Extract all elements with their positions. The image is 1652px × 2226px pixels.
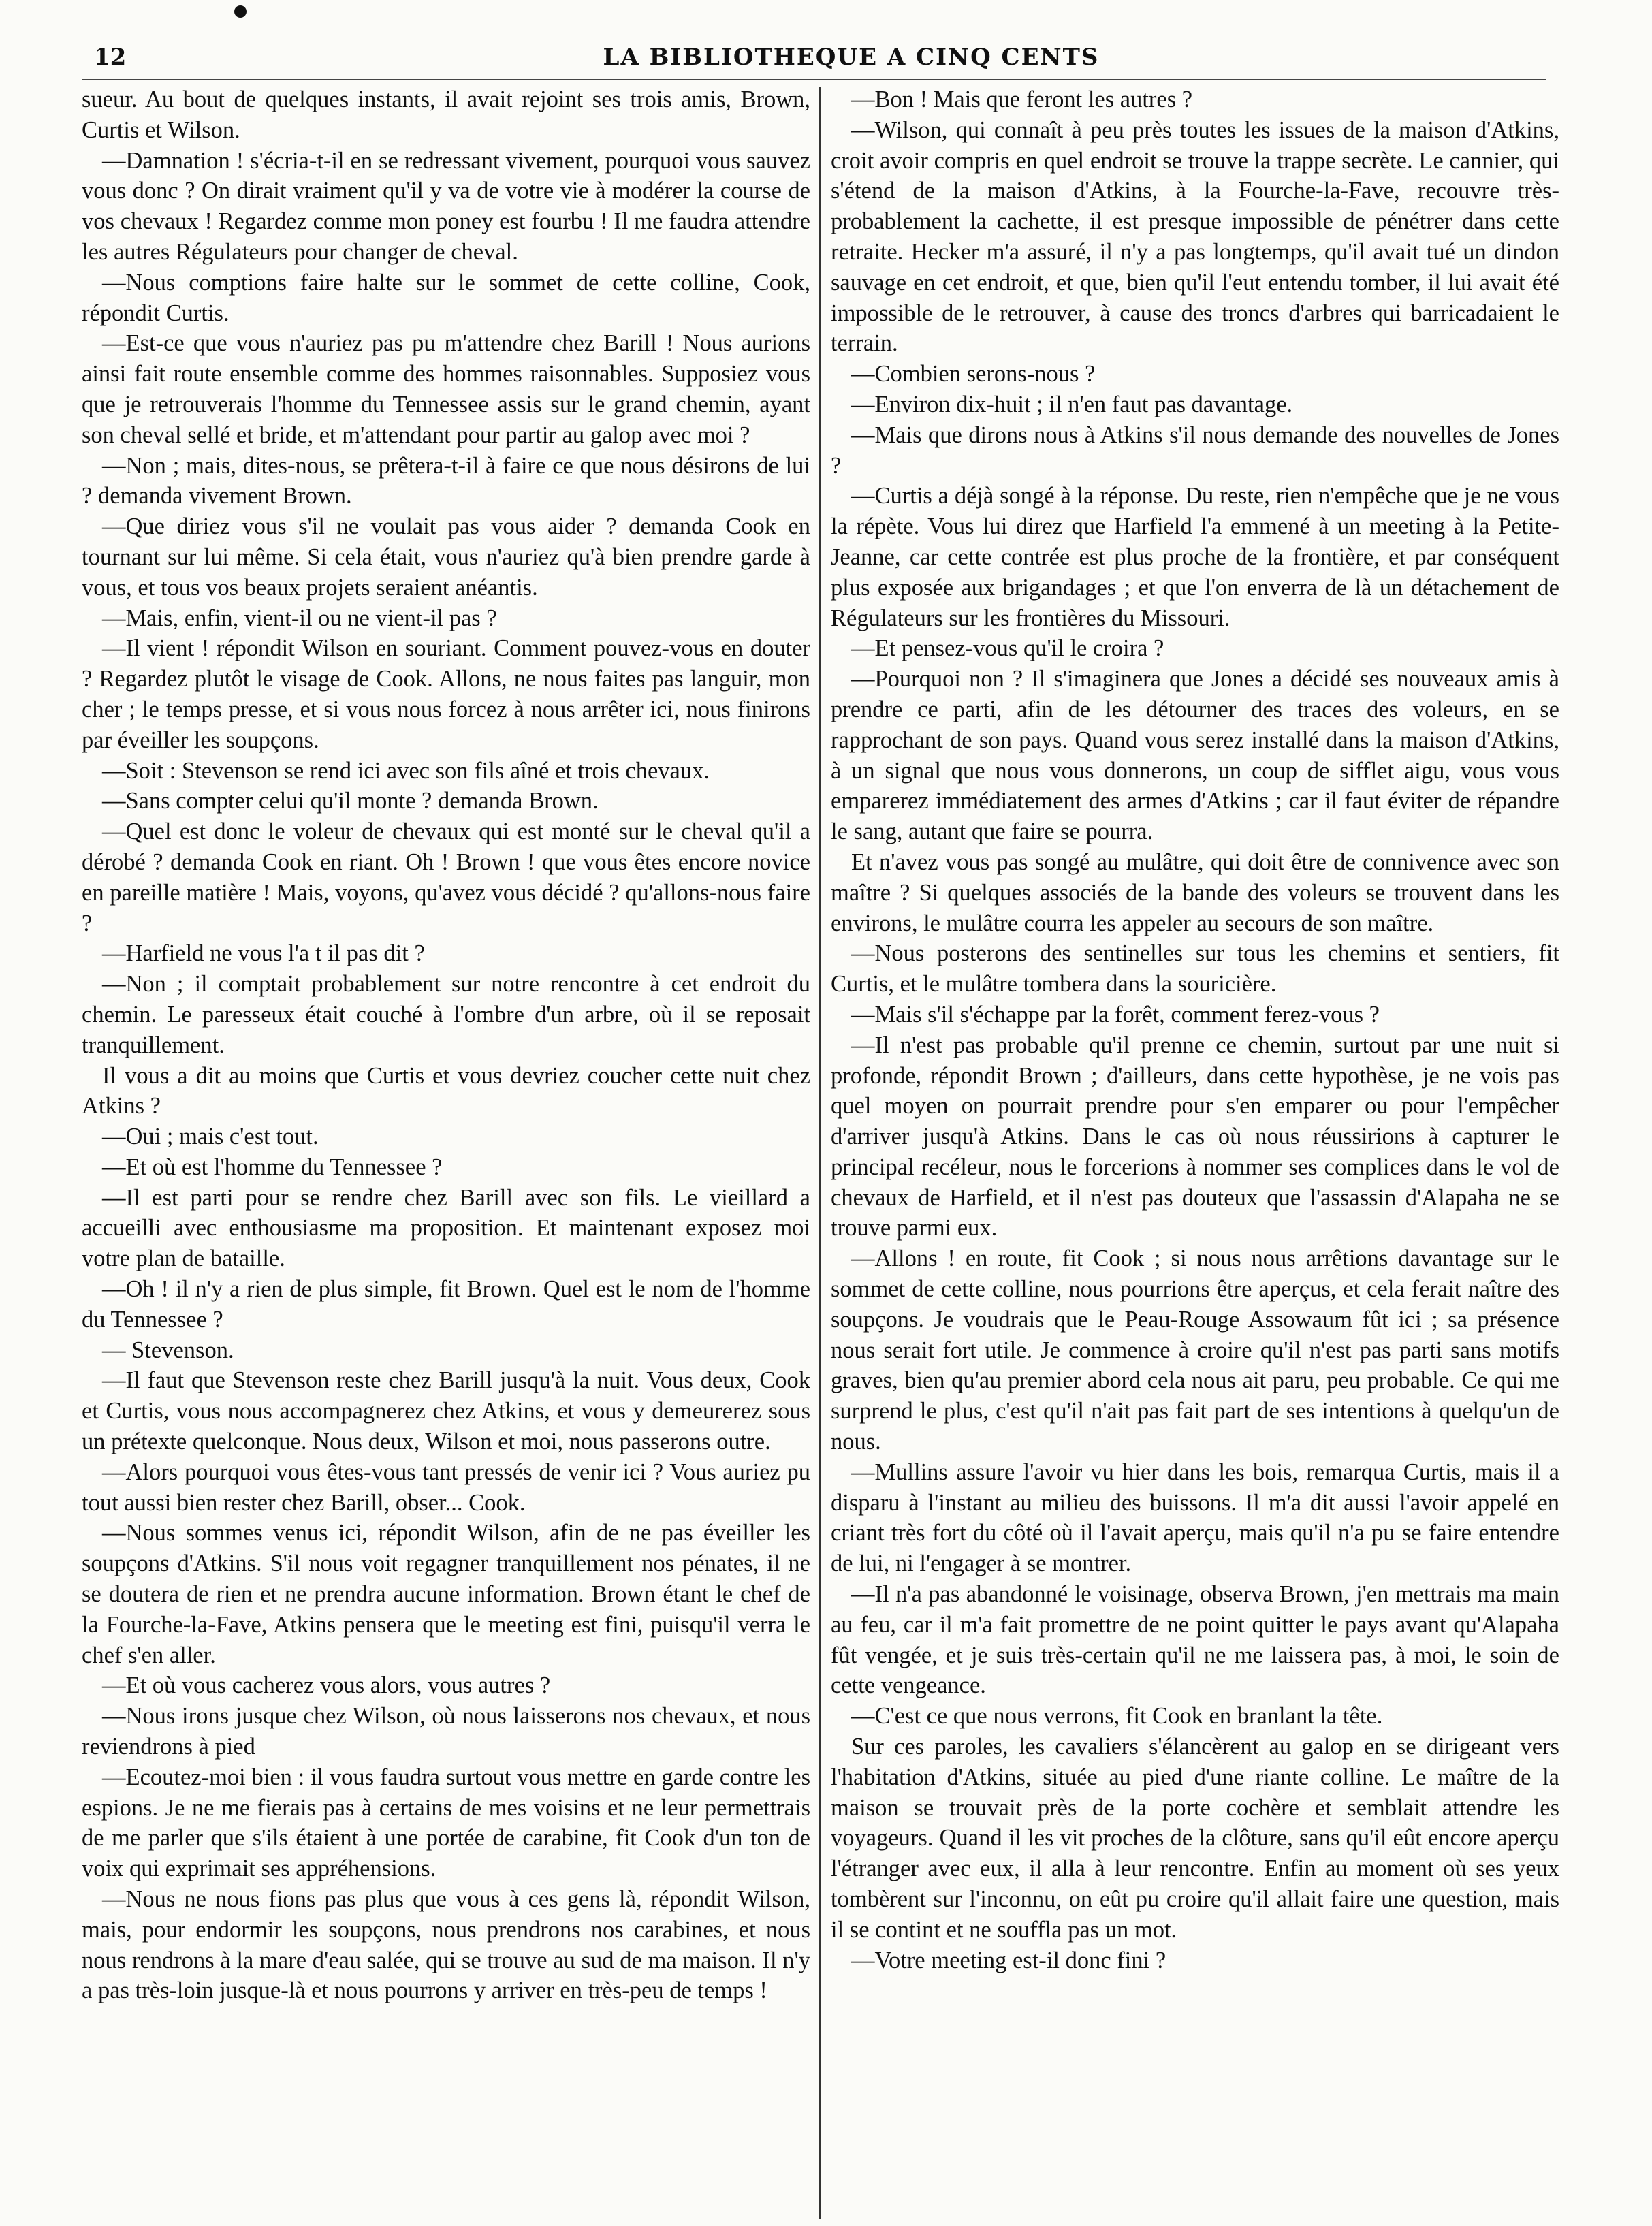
paragraph: —Nous ne nous fions pas plus que vous à ces gens là, répondit Wilson, mais, pour endormir les soupçons, nous prendrons nos carabines, et nous nous rendrons à la mare d'eau salée, qui se trouve au sud de ma maison. Il n'y a pas très-loin jusque-là et nous pourrons y arriver en très-peu de temps !: [82, 1886, 810, 2004]
paragraph: —Nous sommes venus ici, répondit Wilson, afin de ne pas éveiller les soupçons d'Atkins. S'il nous voit regagner tranquillement nos pénates, il ne se doutera de rien et ne prendra aucune information. Brown étant le chef de la Fourche-la-Fave, Atkins pensera que le meeting est fini, puisqu'il verra le chef s'en aller.: [82, 1520, 810, 1668]
paragraph: sueur. Au bout de quelques instants, il avait rejoint ses trois amis, Brown, Curtis et Wilson.: [82, 86, 810, 143]
paragraph: —Non ; mais, dites-nous, se prêtera-t-il à faire ce que nous désirons de lui ? demanda vivement Brown.: [82, 452, 810, 509]
paragraph: — Stevenson.: [102, 1337, 234, 1363]
paragraph: —Mais s'il s'échappe par la forêt, comment ferez-vous ?: [851, 1001, 1380, 1028]
paragraph: —Il n'est pas probable qu'il prenne ce chemin, surtout par une nuit si profonde, répondit Brown ; d'ailleurs, dans cette hypothèse, je ne vois pas quel moyen on pourrait prendre pour s'en emparer ou pour l'empêcher d'arriver jusqu'à Atkins. Dans le cas où nous réussirions à capturer le principal recéleur, nous le forcerions à nommer ses complices dans le vol de chevaux de Harfield, et il n'est pas douteux que l'assassin d'Alapaha ne se trouve parmi eux.: [831, 1032, 1559, 1241]
header-rule: [82, 79, 1546, 80]
paragraph: —Pourquoi non ? Il s'imaginera que Jones a décidé ses nouveaux amis à prendre ce parti, afin de les détourner des traces des voleurs, en se rapprochant de son pays. Quand vous serez installé dans la maison d'Atkins, à un signal que nous vous donnerons, un coup de sifflet aigu, vous vous emparerez immédiatement des armes d'Atkins ; car il faut éviter de répandre le sang, autant que faire se pourra.: [831, 666, 1559, 845]
paragraph: —Que diriez vous s'il ne voulait pas vous aider ? demanda Cook en tournant sur lui même. Si cela était, vous n'auriez qu'à bien prendre garde à vous, et tous vos beaux projets seraient anéantis.: [82, 513, 810, 601]
paragraph: —Sans compter celui qu'il monte ? demanda Brown.: [102, 788, 599, 814]
paragraph: —Votre meeting est-il donc fini ?: [851, 1947, 1166, 1973]
left-column: [82, 84, 810, 2006]
paragraph: —Nous posterons des sentinelles sur tous les chemins et sentiers, fit Curtis, et le mulâtre tombera dans la souricière.: [831, 940, 1559, 998]
paragraph: —Allons ! en route, fit Cook ; si nous nous arrêtions davantage sur le sommet de cette colline, nous pourrions être aperçus, et cela ferait naître des soupçons. Je voudrais que le Peau-Rouge Assowaum fût ici ; sa présence nous serait fort utile. Je commence à croire qu'il n'est pas parti sans motifs graves, bien qu'au premier abord cela nous ait paru, peu probable. Ce qui me surprend le plus, c'est qu'il n'ait pas fait part de ses intentions à quelqu'un de nous.: [831, 1245, 1559, 1455]
running-title: LA BIBLIOTHEQUE A CINQ CENTS: [603, 44, 1100, 71]
paragraph: —Oh ! il n'y a rien de plus simple, fit Brown. Quel est le nom de l'homme du Tennessee ?: [82, 1276, 810, 1333]
paragraph: —Oui ; mais c'est tout.: [102, 1124, 319, 1150]
paragraph: Sur ces paroles, les cavaliers s'élancèrent au galop en se dirigeant vers l'habitation d'Atkins, située au pied d'une riante colline. Le maître de la maison se trouvait près de la porte cochère et semblait attendre les voyageurs. Quand il les vit proches de la clôture, sans qu'il eût encore aperçu l'étranger avec eux, il alla à leur rencontre. Enfin au moment où ses yeux tombèrent sur l'inconnu, on eût pu croire qu'il allait faire une question, mais il se contint et ne souffla pas un mot.: [831, 1734, 1559, 1943]
paragraph: Il vous a dit au moins que Curtis et vous devriez coucher cette nuit chez Atkins ?: [82, 1062, 810, 1119]
paragraph: —Environ dix-huit ; il n'en faut pas davantage.: [851, 391, 1293, 417]
paragraph: —Et où vous cacherez vous alors, vous autres ?: [102, 1672, 551, 1699]
paragraph: —Il n'a pas abandonné le voisinage, observa Brown, j'en mettrais ma main au feu, car il m'a fait promettre de ne point quitter le pays avant qu'Alapaha fût vengée, et je suis très-certain qu'il ne me laissera pas, à moi, le soin de cette vengeance.: [831, 1581, 1559, 1699]
paragraph: —Non ; il comptait probablement sur notre rencontre à cet endroit du chemin. Le paresseux était couché à l'ombre d'un arbre, où il se reposait tranquillement.: [82, 971, 810, 1058]
paragraph: —Curtis a déjà songé à la réponse. Du reste, rien n'empêche que je ne vous la répète. Vous lui direz que Harfield l'a emmené à un meeting à la Petite-Jeanne, car cette contrée est plus proche de la frontière, et par conséquent plus exposée aux brigandages ; et que l'on enverra de là un détachement de Régulateurs sur les frontières du Missouri.: [831, 483, 1559, 631]
paragraph: —Damnation ! s'écria-t-il en se redressant vivement, pourquoi vous sauvez vous donc ? On dirait vraiment qu'il y va de votre vie à modérer la course de vos chevaux ! Regardez comme mon poney est fourbu ! Il me faudra attendre les autres Régulateurs pour changer de cheval.: [82, 147, 810, 265]
paragraph: —Mullins assure l'avoir vu hier dans les bois, remarqua Curtis, mais il a disparu à l'instant au milieu des buissons. Il m'a dit aussi l'avoir appelé en criant très fort du côté où il l'avait aperçu, mais qu'il n'a pu se faire entendre de lui, ni l'engager à se montrer.: [831, 1459, 1559, 1577]
paragraph: —Nous irons jusque chez Wilson, où nous laisserons nos chevaux, et nous reviendrons à pied: [82, 1703, 810, 1760]
right-column: [831, 84, 1559, 1975]
paragraph: —Et où est l'homme du Tennessee ?: [102, 1154, 443, 1180]
paragraph: —Combien serons-nous ?: [851, 361, 1096, 387]
ink-dot: [234, 5, 247, 18]
paragraph: —Il est parti pour se rendre chez Barill avec son fils. Le vieillard a accueilli avec enthousiasme ma proposition. Et maintenant exposez moi votre plan de bataille.: [82, 1184, 810, 1272]
paragraph: —Il faut que Stevenson reste chez Barill jusqu'à la nuit. Vous deux, Cook et Curtis, vous nous accompagnerez chez Atkins, et vous y demeurerez sous un prétexte quelconque. Nous deux, Wilson et moi, nous passerons outre.: [82, 1367, 810, 1455]
column-divider: [819, 87, 821, 2219]
paragraph: —Harfield ne vous l'a t il pas dit ?: [102, 940, 425, 967]
paragraph: —Est-ce que vous n'auriez pas pu m'attendre chez Barill ! Nous aurions ainsi fait route ensemble comme des hommes raisonnables. Supposiez vous que je retrouverais l'homme du Tennessee assis sur le grand chemin, ayant son cheval sellé et bride, et m'attendant pour partir au galop avec moi ?: [82, 330, 810, 448]
paragraph: —C'est ce que nous verrons, fit Cook en branlant la tête.: [851, 1703, 1383, 1730]
paragraph: —Mais que dirons nous à Atkins s'il nous demande des nouvelles de Jones ?: [831, 422, 1559, 479]
paragraph: —Ecoutez-moi bien : il vous faudra surtout vous mettre en garde contre les espions. Je ne me fierais pas à certains de mes voisins et ne leur permettrais de me parler que s'ils étaient à une portée de carabine, fit Cook d'un ton de voix qui exprimait ses appréhensions.: [82, 1764, 810, 1882]
paragraph: —Et pensez-vous qu'il le croira ?: [851, 635, 1164, 662]
paragraph: —Quel est donc le voleur de chevaux qui est monté sur le cheval qu'il a dérobé ? demanda Cook en riant. Oh ! Brown ! que vous êtes encore novice en pareille matière ! Mais, voyons, qu'avez vous décidé ? qu'allons-nous faire ?: [82, 818, 810, 936]
paragraph: Et n'avez vous pas songé au mulâtre, qui doit être de connivence avec son maître ? Si quelques associés de la bande des voleurs se trouvent dans les environs, le mulâtre courra les appeler au secours de son maître.: [831, 848, 1559, 936]
paragraph: —Wilson, qui connaît à peu près toutes les issues de la maison d'Atkins, croit avoir compris en quel endroit se trouve la trappe secrète. Le cannier, qui s'étend de la maison d'Atkins, à la Fourche-la-Fave, recouvre très-probablement la cachette, il est presque impossible de pénétrer dans cette retraite. Hecker m'a assuré, il n'y a pas longtemps, qu'il avait tué un dindon sauvage en cet endroit, et que, bien qu'il l'eut entendu tomber, il lui avait été impossible de le retrouver, à cause des troncs d'arbres qui barricadaient le terrain.: [831, 116, 1559, 357]
paragraph: —Soit : Stevenson se rend ici avec son fils aîné et trois chevaux.: [102, 757, 710, 784]
page-number: 12: [94, 44, 127, 71]
paragraph: —Nous comptions faire halte sur le sommet de cette colline, Cook, répondit Curtis.: [82, 269, 810, 326]
paragraph: —Alors pourquoi vous êtes-vous tant pressés de venir ici ? Vous auriez pu tout aussi bien rester chez Barill, obser... Cook.: [82, 1459, 810, 1516]
paragraph: —Il vient ! répondit Wilson en souriant. Comment pouvez-vous en douter ? Regardez plutôt le visage de Cook. Allons, ne nous faites pas languir, mon cher ; le temps presse, et si vous nous forcez à nous arrêter ici, nous finirons par éveiller les soupçons.: [82, 635, 810, 753]
paragraph: —Bon ! Mais que feront les autres ?: [851, 86, 1193, 112]
paragraph: —Mais, enfin, vient-il ou ne vient-il pas ?: [102, 605, 497, 631]
